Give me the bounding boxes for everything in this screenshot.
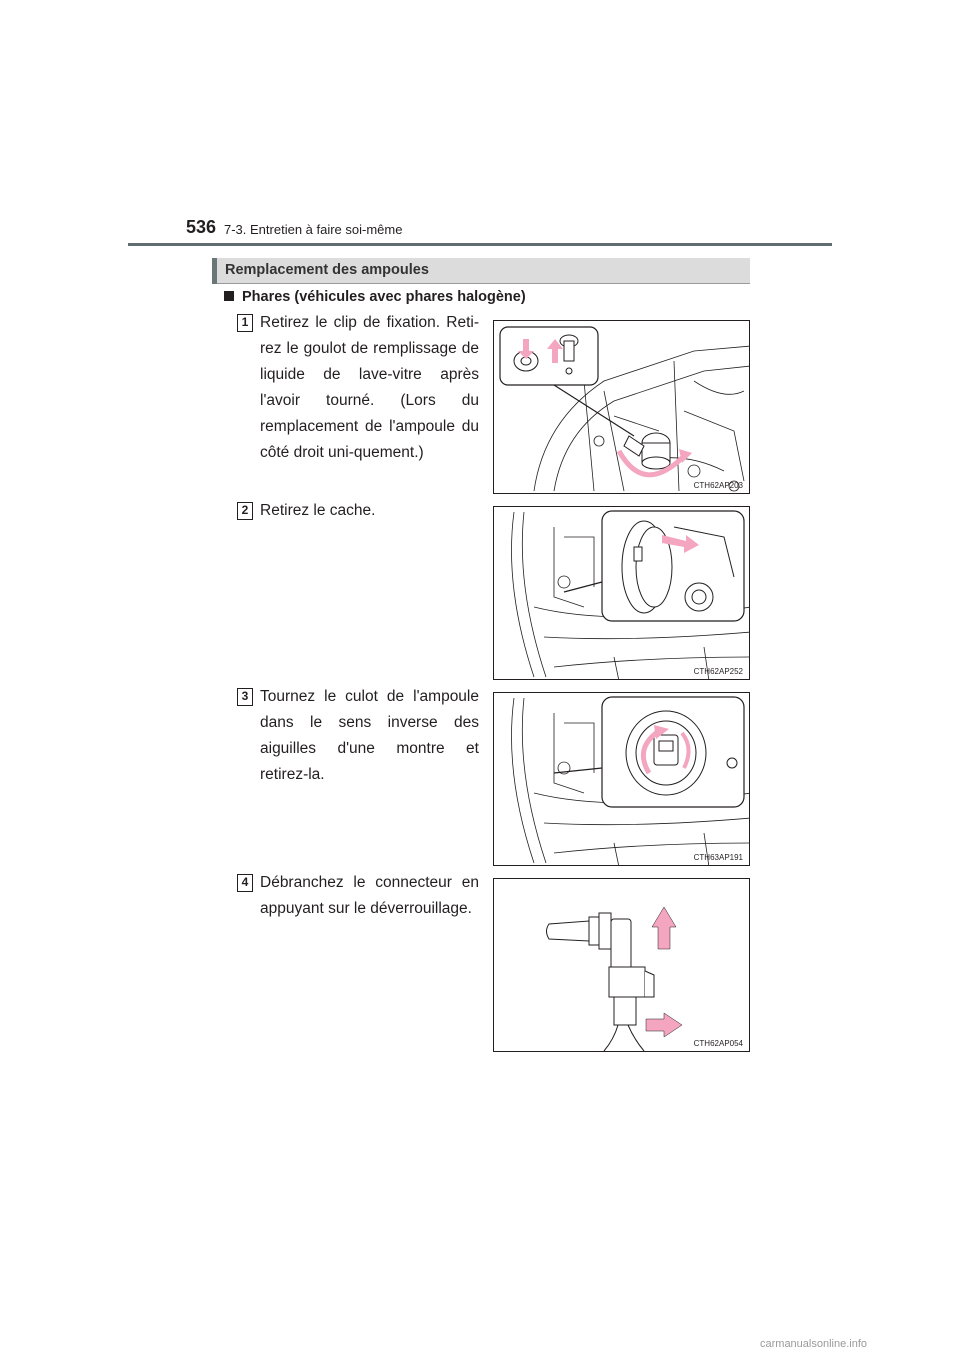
step-number-2: 2 bbox=[237, 502, 253, 520]
step-number-1: 1 bbox=[237, 314, 253, 332]
bulb-connector-illustration bbox=[494, 879, 750, 1052]
step-text-4: Débranchez le connecteur en appuyant sur le déverrouillage. bbox=[260, 874, 479, 917]
header-rule bbox=[128, 243, 832, 246]
section-header bbox=[212, 258, 750, 284]
figure-code-3: CTH63AP191 bbox=[693, 853, 743, 862]
chapter-title: 7-3. Entretien à faire soi-même bbox=[224, 222, 403, 237]
step-text-1: Retirez le clip de fixation. Reti-rez le goulot de remplissage de liquide de lave-vitre après l'avoir tourné. (Lors du remplacement de l'ampoule du côté droit uni-quement.) bbox=[260, 314, 479, 461]
section-accent bbox=[212, 258, 217, 284]
figure-code-1: CTH62AP203 bbox=[693, 481, 743, 490]
figure-step-1 bbox=[493, 320, 750, 494]
bullet-square-icon bbox=[224, 291, 234, 301]
washer-filler-illustration bbox=[494, 321, 750, 494]
figure-code-2: CTH62AP252 bbox=[693, 667, 743, 676]
figure-code-4: CTH62AP054 bbox=[693, 1039, 743, 1048]
bulb-base-illustration bbox=[494, 693, 750, 866]
watermark: carmanualsonline.info bbox=[760, 1338, 868, 1350]
figure-step-4 bbox=[493, 878, 750, 1052]
section-title: Remplacement des ampoules bbox=[225, 262, 429, 278]
page-number: 536 bbox=[186, 217, 217, 237]
figure-step-3 bbox=[493, 692, 750, 866]
step-number-4: 4 bbox=[237, 874, 253, 892]
step-number-3: 3 bbox=[237, 688, 253, 706]
step-text-2: Retirez le cache. bbox=[260, 502, 376, 519]
headlight-cover-illustration bbox=[494, 507, 750, 680]
figure-step-2 bbox=[493, 506, 750, 680]
step-text-3: Tournez le culot de l'ampoule dans le sens inverse des aiguilles d'une montre et retirez-la. bbox=[260, 688, 479, 783]
subheading bbox=[224, 289, 526, 305]
subheading-text: Phares (véhicules avec phares halogène) bbox=[242, 289, 526, 305]
